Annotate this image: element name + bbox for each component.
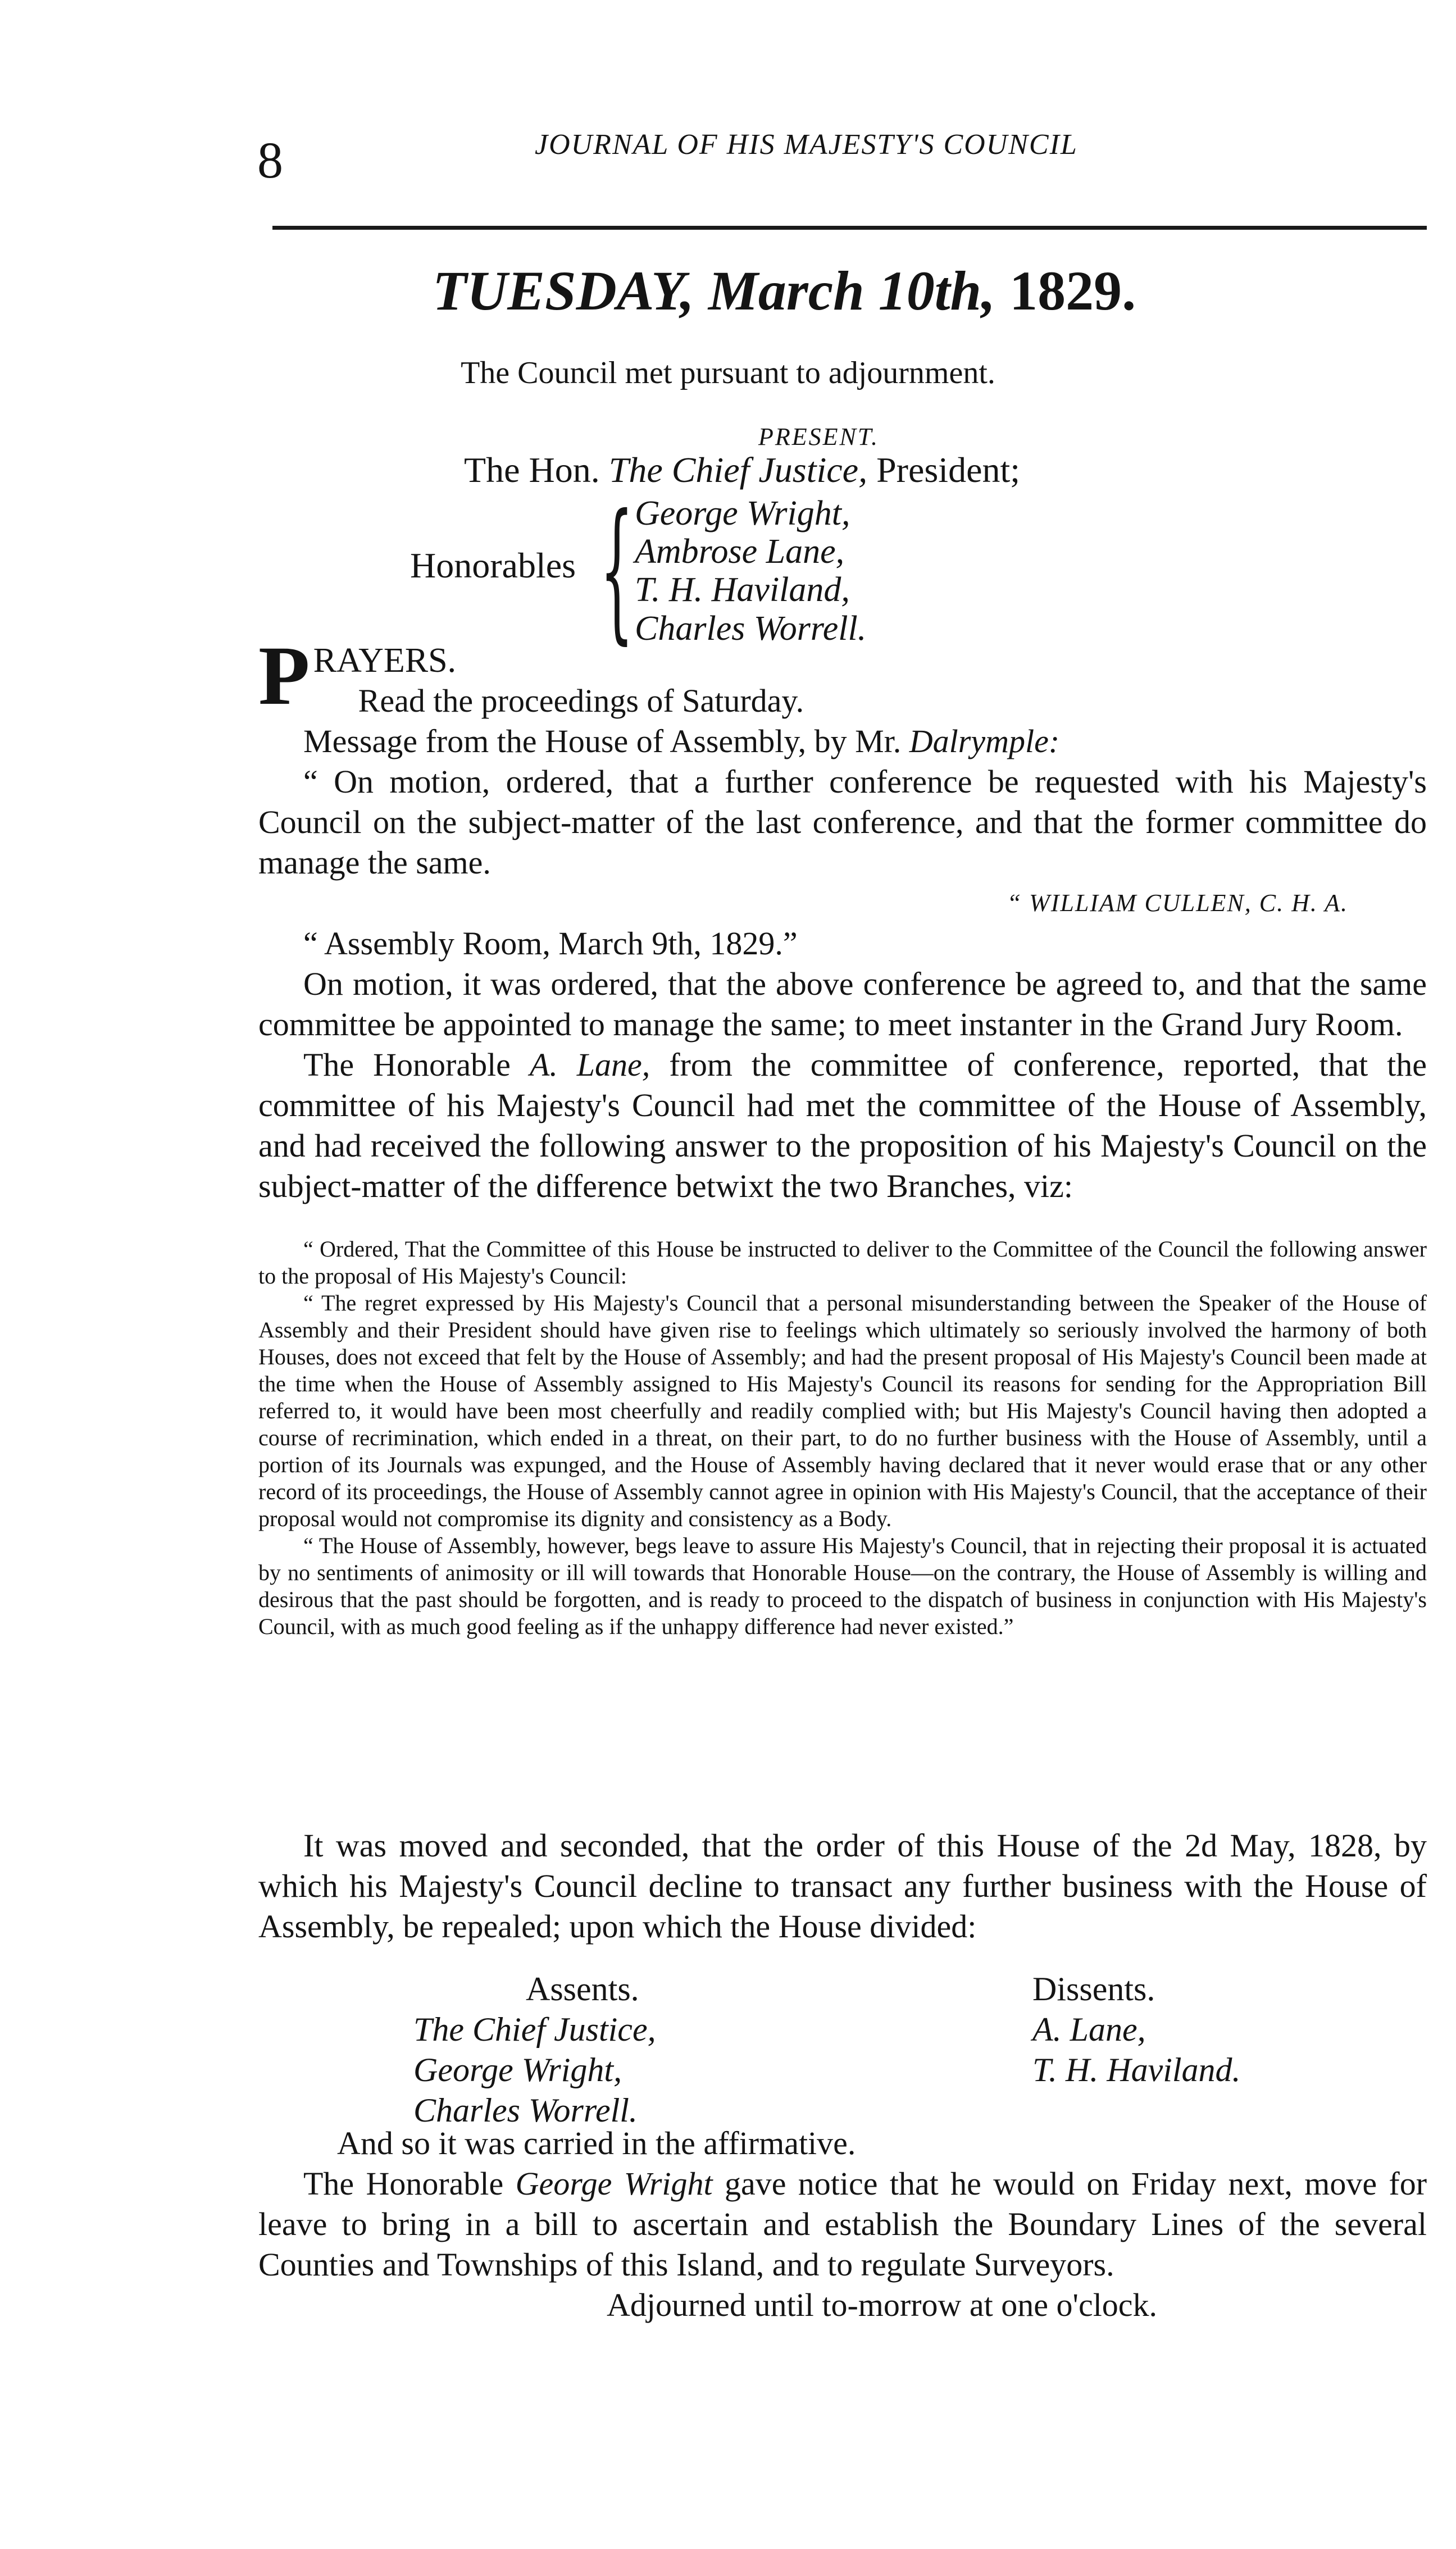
motion-quote: “ On motion, ordered, that a further conference be requested with his Majesty's Council on the subject-matter of the last conference, and that the former committee do manage the same. [258,763,1427,881]
drop-cap: P [258,629,310,722]
carried-line: And so it was carried in the affirmative. [337,2125,856,2161]
hon-prefix: The Hon. [464,450,600,490]
member-name: Ambrose Lane, [635,532,845,571]
date-day: TUESDAY, [433,260,694,322]
present-heading: PRESENT. [758,423,880,450]
assent-name: The Chief Justice, [413,2011,656,2048]
assents-label: Assents. [526,1970,639,2008]
member-name: T. H. Haviland, [635,571,850,609]
quote-paragraph: “ Ordered, That the Committee of this House be instructed to deliver to the Committee of the Council the following answer to the proposal of His Majesty's Council: [258,1236,1427,1289]
quote-paragraph: “ The House of Assembly, however, begs leave to assure His Majesty's Council, that in rejecting their proposal it is actuated by no sentiments of animosity or ill will towards that Honorable House—on the contrary, the House of Assembly is willing and desirous that the past should be forgotten, and is ready to proceed to the dispatch of business in conjunction with His Majesty's Council, with as much good feeling as if the unhappy difference had never existed.” [258,1533,1427,1639]
lane-name: A. Lane, [529,1046,650,1083]
body-section-1 [258,629,1427,1207]
running-title: JOURNAL OF HIS MAJESTY'S COUNCIL [535,129,1078,161]
president-label: President; [876,450,1021,490]
agreed-paragraph: On motion, it was ordered, that the above conference be agreed to, and that the same committee be appointed to manage the same; to meet instanter in the Grand Jury Room. [258,966,1427,1043]
lane-prefix: The Honorable [303,1046,511,1083]
assent-name: George Wright, [413,2051,622,2088]
lane-rest: from the committee of conference, reported, that the committee of his Majesty's Council had met the committee of the House of Assembly, and had received the following answer to the proposition of his Majesty's Council on the subject-matter of the difference betwixt the two Branches, viz: [258,1046,1427,1204]
message-name: Dalrymple: [909,723,1060,759]
lane-paragraph [258,1045,1427,1207]
honorables-label: Honorables [410,545,576,585]
notice-name: George Wright [515,2165,713,2202]
prayers-rest: RAYERS. [313,641,457,680]
member-name: George Wright, [635,494,850,532]
chief-justice: The Chief Justice, [608,450,868,490]
page-number: 8 [257,131,283,189]
members-list [635,494,866,648]
dissents-column [1032,1969,1241,2090]
dissent-name: A. Lane, [1032,2011,1146,2048]
notice-prefix: The Honorable [303,2165,504,2202]
signature: “ WILLIAM CULLEN, C. H. A. [1007,889,1348,917]
adjourned-line: Adjourned until to-morrow at one o'clock. [606,2287,1158,2323]
member-name: Charles Worrell. [635,609,867,648]
notice-rest: gave notice that he would on Friday next, move for leave to bring in a bill to ascertain and establish the Boundary Lines of the several Counties and Townships of this Island, and to regulate Surveyors. [258,2165,1427,2283]
read-proceedings: Read the proceedings of Saturday. [358,682,804,719]
message-line [258,721,1427,762]
message-prefix: Message from the House of Assembly, by Mr. [303,723,902,759]
date-month: March [708,260,865,322]
brace-symbol: { [600,481,634,658]
quote-paragraph: “ The regret expressed by His Majesty's Council that a personal misunderstanding between the Speaker of the House of Assembly and their President should have given rise to feelings which ultimately so seriously involved the harmony of both Houses, does not exceed that felt by the House of Assembly; and had the present proposal of His Majesty's Council been made at the time when the House of Assembly assigned to His Majesty's Council its reasons for sending for the Appropriation Bill referred to, it would have been most cheerfully and readily complied with; but His Majesty's Council having then adopted a course of recrimination, which ended in a threat, on their part, to do no further business with the House of Assembly, until a portion of its Journals was expunged, and the House of Assembly having declared that it never would erase that or any other record of its proceedings, the House of Assembly cannot agree in opinion with His Majesty's Council, that the acceptance of their proposal would not compromise its dignity and consistency as a Body. [258,1290,1427,1531]
dissents-label: Dissents. [1032,1970,1155,2008]
notice-paragraph [258,2164,1427,2285]
assembly-room: “ Assembly Room, March 9th, 1829.” [303,925,798,962]
header-rule [272,226,1427,230]
assents-column [413,1969,656,2131]
assent-name: Charles Worrell. [413,2092,638,2129]
date-day-num: 10th, [878,260,996,322]
division-motion-block [258,1826,1427,1947]
dissent-name: T. H. Haviland. [1032,2051,1241,2088]
closing-section [258,2123,1427,2325]
present-chief-line [464,449,1020,491]
quoted-answer [258,1236,1427,1640]
date-heading [433,258,1136,323]
date-year: 1829. [1009,260,1136,322]
meeting-line: The Council met pursuant to adjournment. [461,356,995,390]
division-motion: It was moved and seconded, that the order of this House of the 2d May, 1828, by which his Majesty's Council decline to transact any further business with the House of Assembly, be repealed; upon which the House divided: [258,1827,1427,1945]
